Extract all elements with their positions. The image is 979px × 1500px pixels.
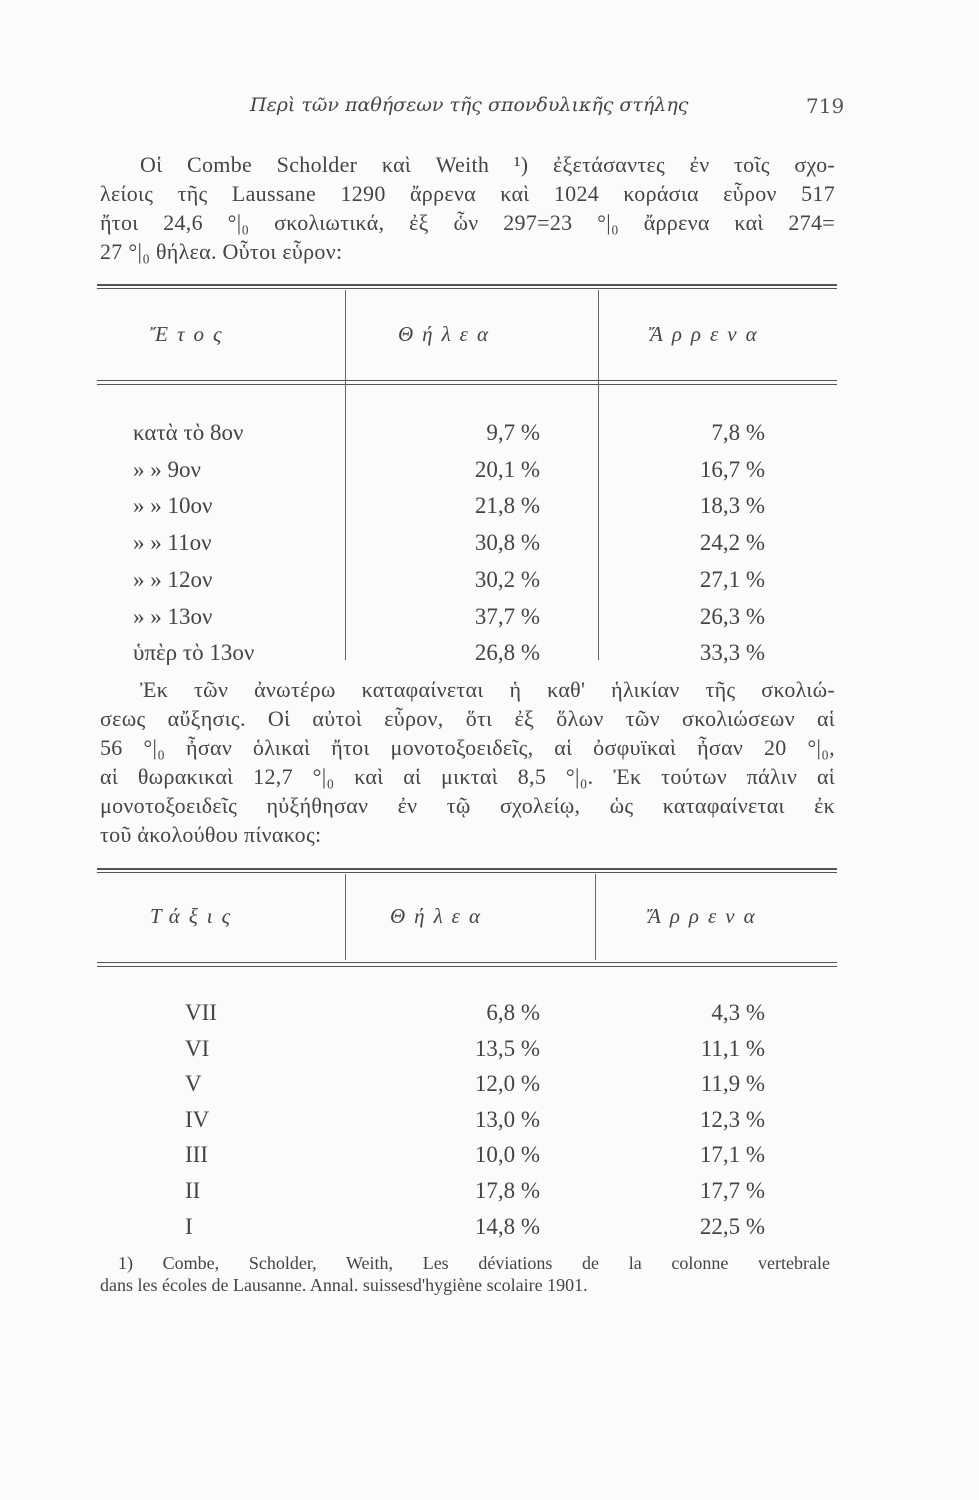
male-value: 26,3 % [699,603,765,629]
female-value: 20,1 % [474,456,540,482]
row-label: ὑπὲρ τὸ 13ον [133,640,255,666]
male-value: 17,1 % [699,1142,765,1168]
female-value: 26,8 % [474,640,540,666]
female-value: 21,8 % [474,493,540,519]
row-label: VII [185,1000,217,1025]
male-value: 16,7 % [699,456,765,482]
column-header-female: Θήλεα [398,322,497,346]
row-label: » » 11ον [133,530,212,556]
male-value: 22,5 % [699,1213,765,1239]
row-label: » » 9ον [133,456,201,482]
column-divider [595,874,596,960]
column-header-female: Θήλεα [390,904,489,928]
table-top-rule [97,284,837,286]
column-divider [345,290,346,660]
column-header-year: Ἔτος [150,322,231,346]
male-value: 4,3 % [711,1000,765,1025]
female-value: 37,7 % [474,603,540,629]
text-line: Ἐκ τῶν ἀνωτέρω καταφαίνεται ἡ καθ' ἡλικίαν τῆς σκολιώ- [140,677,835,702]
female-value: 12,0 % [474,1071,540,1097]
column-divider [598,290,599,660]
footnote-line: dans les écoles de Lausanne. Annal. suissesd'hygiène scolaire 1901. [100,1275,588,1295]
female-value: 30,2 % [474,566,540,592]
table-header-rule [97,966,837,967]
row-label: II [185,1178,201,1203]
text-line: μονοτοξοειδεῖς ηὐξήθησαν ἐν τῷ σχολείῳ, ὡς καταφαίνεται ἐκ [100,793,835,818]
row-label: » » 13ον [133,603,213,629]
male-value: 33,3 % [699,640,765,666]
text-line: τοῦ ἀκολούθου πίνακος: [100,822,322,847]
row-label: V [185,1071,202,1097]
female-value: 13,0 % [474,1106,540,1132]
column-header-male: Ἄρρενα [648,904,764,928]
male-value: 11,9 % [700,1071,765,1097]
female-value: 30,8 % [474,530,540,556]
footnote-line: 1) Combe, Scholder, Weith, Les déviations de la colonne vertebrale [118,1253,830,1273]
female-value: 17,8 % [474,1178,540,1203]
table-header-rule [97,380,837,381]
male-value: 18,3 % [699,493,765,519]
running-title: Περὶ τῶν παθήσεων τῆς σπονδυλικῆς στήλης [250,94,689,116]
male-value: 12,3 % [699,1106,765,1132]
female-value: 10,0 % [474,1142,540,1168]
table-top-rule [97,868,837,870]
row-label: » » 12ον [133,566,213,592]
row-label: I [185,1213,193,1239]
row-label: » » 10ον [133,493,213,519]
female-value: 6,8 % [486,1000,540,1025]
column-header-class: Τάξις [150,904,240,928]
column-divider [345,874,346,960]
female-value: 9,7 % [486,420,540,445]
male-value: 11,1 % [700,1035,765,1061]
female-value: 13,5 % [474,1035,540,1061]
male-value: 17,7 % [699,1178,765,1203]
row-label: III [185,1142,208,1168]
text-line: Οἱ Combe Scholder καὶ Weith ¹) ἐξετάσαντες ἐν τοῖς σχο- [140,152,835,177]
text-line: σεως αὔξησις. Οἱ αὐτοὶ εὗρον, ὅτι ἐξ ὅλων τῶν σκολιώσεων αἱ [100,706,835,731]
text-line: 56 °|₀ ἦσαν ὁλικαὶ ἤτοι μονοτοξοειδεῖς, αἱ ὀσφυϊκαὶ ἦσαν 20 °|₀, [100,735,835,760]
row-label: κατὰ τὸ 8ον [133,420,244,445]
table-header-rule [97,384,837,385]
page-number: 719 [806,94,845,118]
row-label: VI [185,1035,210,1061]
text-line: 27 °|₀ θήλεα. Οὗτοι εὗρον: [100,239,343,264]
text-line: αἱ θωρακικαὶ 12,7 °|₀ καὶ αἱ μικταὶ 8,5 °|₀. Ἐκ τούτων πάλιν αἱ [100,764,835,789]
text-line: ἤτοι 24,6 °|₀ σκολιωτικά, ἐξ ὧν 297=23 °|₀ ἄρρενα καὶ 274= [100,210,835,235]
column-header-male: Ἄρρενα [650,322,766,346]
male-value: 24,2 % [699,530,765,556]
table-header-rule [97,962,837,963]
table-top-rule [97,288,837,289]
male-value: 27,1 % [699,566,765,592]
female-value: 14,8 % [474,1213,540,1239]
row-label: IV [185,1106,210,1132]
text-line: λείοις τῆς Laussane 1290 ἄρρενα καὶ 1024 κοράσια εὗρον 517 [100,181,835,206]
table-top-rule [97,872,837,873]
male-value: 7,8 % [711,420,765,445]
